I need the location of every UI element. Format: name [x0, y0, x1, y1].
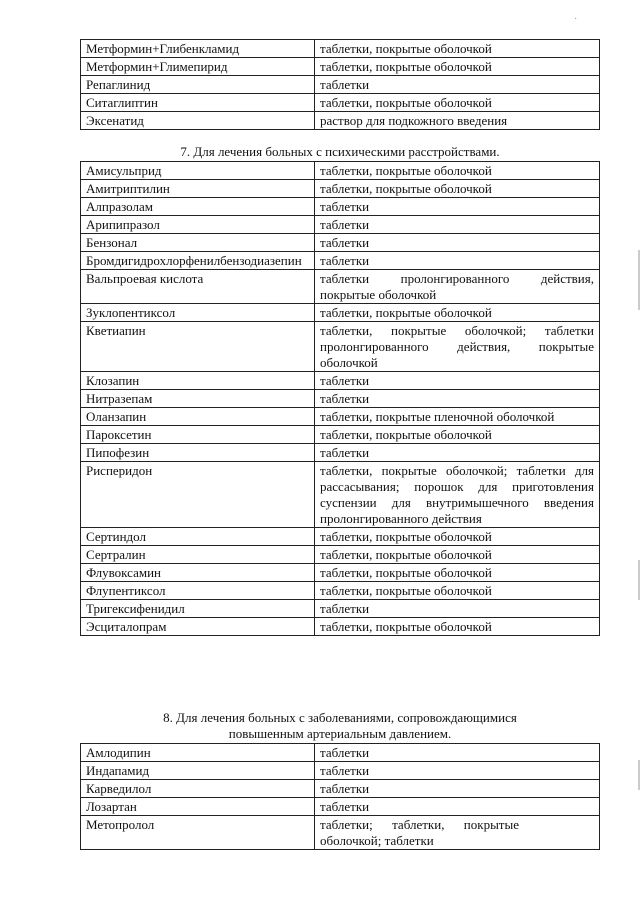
- drug-name: Индапамид: [81, 762, 315, 780]
- table-row: [81, 234, 600, 252]
- drug-form: таблетки: [315, 780, 600, 798]
- table-row: [81, 252, 600, 270]
- table-row: [81, 304, 600, 322]
- drug-name: Пароксетин: [81, 426, 315, 444]
- table-row: [81, 546, 600, 564]
- drug-form: таблетки, покрытые оболочкой: [315, 564, 600, 582]
- table-row: [81, 198, 600, 216]
- table-row: [81, 780, 600, 798]
- drug-table-continuation: [80, 39, 600, 130]
- table-row: [81, 112, 600, 130]
- drug-name: Бромдигидрохлорфенилбензодиазепин: [81, 252, 315, 270]
- drug-name: Ситаглиптин: [81, 94, 315, 112]
- table-row: [81, 816, 600, 850]
- drug-form: таблетки: [315, 252, 600, 270]
- drug-name: Бензонал: [81, 234, 315, 252]
- table-row: [81, 582, 600, 600]
- drug-form: таблетки, покрытые оболочкой: [315, 582, 600, 600]
- section-7-heading: 7. Для лечения больных с психическими расстройствами.: [180, 144, 500, 159]
- drug-name: Репаглинид: [81, 76, 315, 94]
- drug-form: таблетки: [315, 798, 600, 816]
- table-row: [81, 528, 600, 546]
- drug-name: Метформин+Глибенкламид: [81, 40, 315, 58]
- drug-form: таблетки, покрытые оболочкой: [315, 58, 600, 76]
- drug-form: таблетки, покрытые пленочной оболочкой: [315, 408, 600, 426]
- table-row: [81, 426, 600, 444]
- drug-form: таблетки, покрытые оболочкой: [315, 546, 600, 564]
- table-row: [81, 76, 600, 94]
- drug-name: Амисульприд: [81, 162, 315, 180]
- drug-form: таблетки, покрытые оболочкой; таблетки для рассасывания; порошок для приготовления суспензии для внутримышечного введения пролонгированного действия: [315, 462, 600, 528]
- drug-name: Нитразепам: [81, 390, 315, 408]
- psychiatric-drugs-table: [80, 161, 600, 636]
- table-row: [81, 390, 600, 408]
- table-row: [81, 798, 600, 816]
- drug-name: Сертиндол: [81, 528, 315, 546]
- drug-form: таблетки, покрытые оболочкой: [315, 426, 600, 444]
- section-8-heading-line-2: повышенным артериальным давлением.: [228, 726, 452, 741]
- table-row: [81, 40, 600, 58]
- table-row: [81, 564, 600, 582]
- drug-name: Пипофезин: [81, 444, 315, 462]
- drug-form: таблетки: [315, 198, 600, 216]
- table-row: [81, 216, 600, 234]
- table-row: [81, 94, 600, 112]
- drug-name: Вальпроевая кислота: [81, 270, 315, 304]
- table-row: [81, 462, 600, 528]
- drug-name: Эксенатид: [81, 112, 315, 130]
- table-row: [81, 408, 600, 426]
- table-row: [81, 270, 600, 304]
- drug-form: таблетки, покрытые оболочкой: [315, 618, 600, 636]
- drug-form: таблетки: [315, 216, 600, 234]
- drug-form: раствор для подкожного введения: [315, 112, 600, 130]
- table-row: [81, 618, 600, 636]
- drug-form: таблетки: [315, 390, 600, 408]
- drug-form: таблетки; таблетки, покрытые оболочкой; таблетки: [315, 816, 600, 850]
- drug-form: таблетки: [315, 234, 600, 252]
- hypertension-drugs-table: [80, 743, 600, 850]
- drug-form: таблетки: [315, 744, 600, 762]
- drug-name: Арипипразол: [81, 216, 315, 234]
- drug-form: таблетки, покрытые оболочкой: [315, 528, 600, 546]
- table-row: [81, 744, 600, 762]
- drug-form: таблетки: [315, 600, 600, 618]
- drug-name: Амлодипин: [81, 744, 315, 762]
- table-row: [81, 600, 600, 618]
- drug-name: Метопролол: [81, 816, 315, 850]
- drug-form: таблетки, покрытые оболочкой: [315, 40, 600, 58]
- table-row: [81, 762, 600, 780]
- drug-name: Лозартан: [81, 798, 315, 816]
- drug-form: таблетки, покрытые оболочкой; таблетки пролонгированного действия, покрытые оболочкой: [315, 322, 600, 372]
- drug-name: Метформин+Глимепирид: [81, 58, 315, 76]
- drug-name: Алпразолам: [81, 198, 315, 216]
- drug-form: таблетки: [315, 372, 600, 390]
- drug-form: таблетки: [315, 762, 600, 780]
- drug-form: таблетки, покрытые оболочкой: [315, 162, 600, 180]
- drug-form: таблетки, покрытые оболочкой: [315, 180, 600, 198]
- drug-form: таблетки: [315, 444, 600, 462]
- scan-mark: ·: [574, 14, 578, 25]
- drug-name: Флупентиксол: [81, 582, 315, 600]
- table-row: [81, 372, 600, 390]
- drug-form: таблетки, покрытые оболочкой: [315, 304, 600, 322]
- table-row: [81, 162, 600, 180]
- drug-name: Зуклопентиксол: [81, 304, 315, 322]
- table-row: [81, 322, 600, 372]
- drug-form: таблетки, покрытые оболочкой: [315, 94, 600, 112]
- section-8-heading: [60, 710, 620, 742]
- drug-form: таблетки пролонгированного действия, покрытые оболочкой: [315, 270, 600, 304]
- drug-form: таблетки: [315, 76, 600, 94]
- drug-name: Карведилол: [81, 780, 315, 798]
- table-row: [81, 180, 600, 198]
- drug-name: Рисперидон: [81, 462, 315, 528]
- drug-name: Сертралин: [81, 546, 315, 564]
- drug-name: Тригексифенидил: [81, 600, 315, 618]
- drug-name: Эсциталопрам: [81, 618, 315, 636]
- drug-name: Кветиапин: [81, 322, 315, 372]
- drug-name: Флувоксамин: [81, 564, 315, 582]
- drug-name: Оланзапин: [81, 408, 315, 426]
- drug-name: Амитриптилин: [81, 180, 315, 198]
- drug-name: Клозапин: [81, 372, 315, 390]
- section-8-heading-line-1: 8. Для лечения больных с заболеваниями, сопровождающимися: [163, 710, 517, 725]
- table-row: [81, 444, 600, 462]
- table-row: [81, 58, 600, 76]
